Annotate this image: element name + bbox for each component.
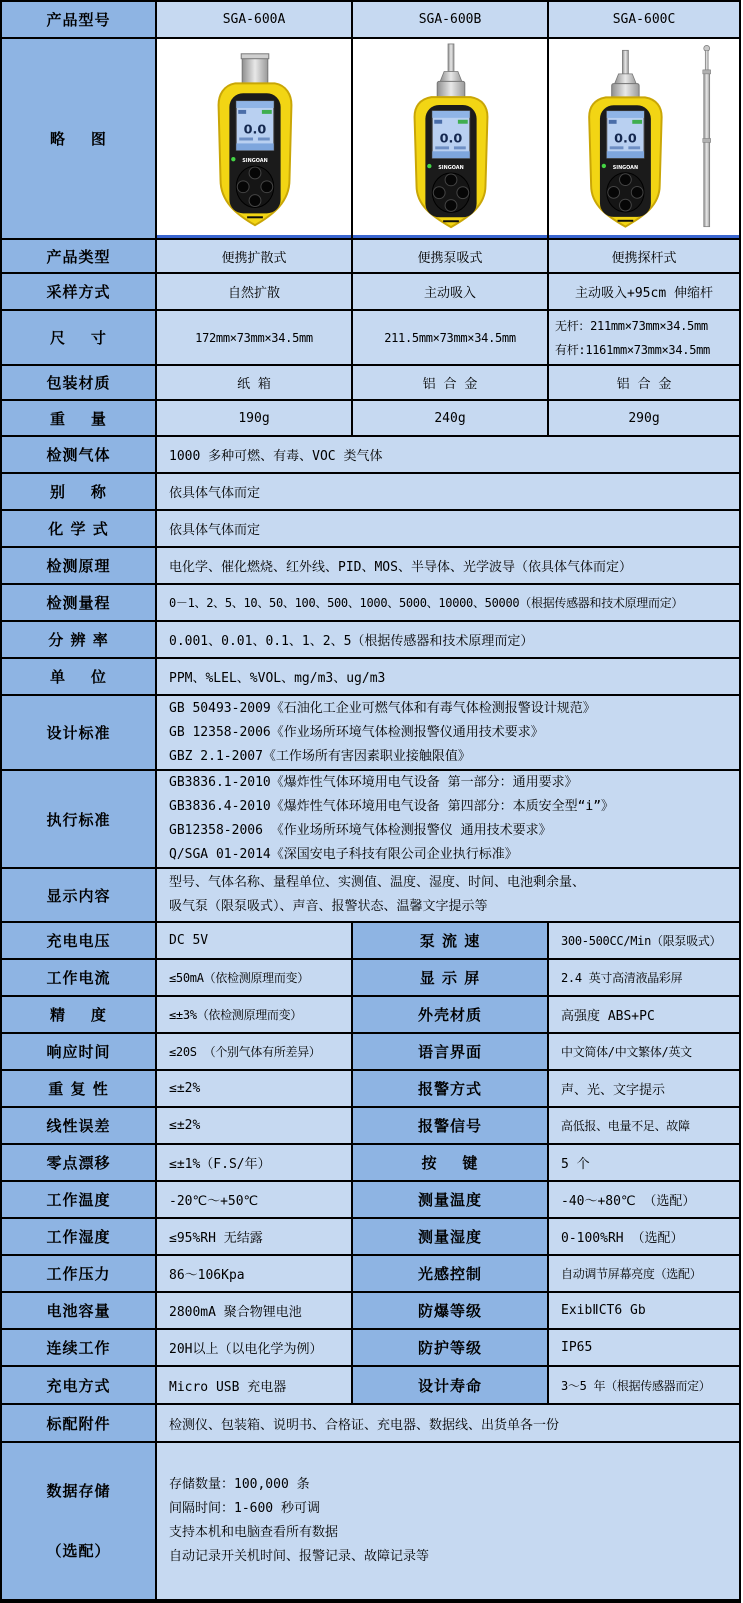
measure-humidity-label: 测量湿度 [352, 1218, 548, 1255]
device-illustration-b [353, 40, 548, 237]
telescopic-probe [703, 45, 711, 226]
packaging-a: 纸 箱 [156, 365, 352, 400]
resolution-label: 分 辨 率 [1, 621, 156, 658]
zero-drift-label: 零点漂移 [1, 1144, 156, 1181]
explosion-proof-label: 防爆等级 [352, 1292, 548, 1329]
protection-class-label: 防护等级 [352, 1329, 548, 1366]
data-storage-label [1, 1442, 156, 1601]
data-storage-line: 支持本机和电脑查看所有数据 [169, 1525, 339, 1540]
device-photo-sga-600b [352, 38, 548, 239]
keys-value: 5 个 [548, 1144, 740, 1181]
working-current-value: ≤50mA（依检测原理而变） [156, 959, 352, 996]
linearity-error-label: 线性误差 [1, 1107, 156, 1144]
sampling-b: 主动吸入 [352, 273, 548, 310]
display-content-line: 型号、气体名称、量程单位、实测值、温度、湿度、时间、电池剩余量、 [169, 875, 586, 890]
photo-underline [353, 235, 547, 238]
sampling-a: 自然扩散 [156, 273, 352, 310]
sampling-c: 主动吸入+95cm 伸缩杆 [548, 273, 740, 310]
accuracy-value: ≤±3%（依检测原理而变） [156, 996, 352, 1033]
design-standard-line: GBZ 2.1-2007《工作场所有害因素职业接触限值》 [169, 748, 471, 764]
model-b: SGA-600B [352, 1, 548, 38]
charge-mode-label: 充电方式 [1, 1366, 156, 1404]
light-control-value: 自动调节屏幕亮度（选配） [548, 1255, 740, 1292]
unit-label: 单 位 [1, 658, 156, 695]
design-standard-label: 设计标准 [1, 695, 156, 770]
data-storage-line: 自动记录开关机时间、报警记录、故障记录等 [169, 1549, 430, 1564]
row-product-model [1, 1, 740, 38]
row-sampling-method [1, 273, 740, 310]
data-storage-label-line: 数据存储 [46, 1482, 111, 1500]
working-humidity-value: ≤95%RH 无结露 [156, 1218, 352, 1255]
screen-reading: 0.0 [243, 122, 267, 138]
dimensions-c [548, 310, 740, 365]
sampling-label: 采样方式 [1, 273, 156, 310]
accessories-label: 标配附件 [1, 1404, 156, 1442]
data-storage-line: 间隔时间：1-600 秒可调 [169, 1501, 320, 1516]
photo-underline [549, 235, 739, 238]
pump-flow-value: 300-500CC/Min（限泵吸式） [548, 922, 740, 959]
detect-gas-label: 检测气体 [1, 436, 156, 473]
row-working-pressure-light-control [1, 1255, 740, 1292]
battery-capacity-label: 电池容量 [1, 1292, 156, 1329]
charge-voltage-label: 充电电压 [1, 922, 156, 959]
row-repeatability-alarm-mode [1, 1070, 740, 1107]
product-type-label: 产品类型 [1, 239, 156, 273]
product-type-a: 便携扩散式 [156, 239, 352, 273]
brand-text: SINGOAN [242, 158, 268, 165]
detect-gas-value: 1000 多种可燃、有毒、VOC 类气体 [156, 436, 740, 473]
design-life-label: 设计寿命 [352, 1366, 548, 1404]
row-working-humidity-measure-humidity [1, 1218, 740, 1255]
measure-temp-label: 测量温度 [352, 1181, 548, 1218]
chemical-formula-label: 化 学 式 [1, 510, 156, 547]
zero-drift-value: ≤±1%（F.S/年） [156, 1144, 352, 1181]
execution-standard-value [156, 770, 740, 868]
continuous-work-value: 20H以上（以电化学为例） [156, 1329, 352, 1366]
row-battery-capacity-explosion-proof [1, 1292, 740, 1329]
product-type-b: 便携泵吸式 [352, 239, 548, 273]
alarm-mode-label: 报警方式 [352, 1070, 548, 1107]
alias-value: 依具体气体而定 [156, 473, 740, 510]
device-illustration-c [549, 40, 740, 237]
packaging-b: 铝 合 金 [352, 365, 548, 400]
row-detect-gas [1, 436, 740, 473]
row-design-standard [1, 695, 740, 770]
row-working-temp-measure-temp [1, 1181, 740, 1218]
battery-capacity-value: 2800mA 聚合物锂电池 [156, 1292, 352, 1329]
row-zero-drift-keys [1, 1144, 740, 1181]
row-execution-standard [1, 770, 740, 868]
photo-underline [157, 235, 351, 238]
execution-standard-label: 执行标准 [1, 770, 156, 868]
execution-standard-line: GB12358-2006 《作业场所环境气体检测报警仪 通用技术要求》 [169, 823, 552, 838]
dimensions-c-no-rod: 无杆：211mm×73mm×34.5mm [555, 318, 708, 333]
dimensions-b: 211.5mm×73mm×34.5mm [352, 310, 548, 365]
measure-temp-value: -40～+80℃ （选配） [548, 1181, 740, 1218]
row-sketch [1, 38, 740, 239]
packaging-label: 包装材质 [1, 365, 156, 400]
row-linearity-error-alarm-signal [1, 1107, 740, 1144]
row-chemical-formula [1, 510, 740, 547]
accuracy-label: 精 度 [1, 996, 156, 1033]
row-unit [1, 658, 740, 695]
device-photo-sga-600c [548, 38, 740, 239]
dimensions-a: 172mm×73mm×34.5mm [156, 310, 352, 365]
weight-c: 290g [548, 400, 740, 436]
display-content-line: 吸气泵（限泵吸式）、声音、报警状态、温馨文字提示等 [169, 899, 488, 914]
light-control-label: 光感控制 [352, 1255, 548, 1292]
brand-text: SINGOAN [438, 165, 464, 172]
data-storage-label-line: （选配） [46, 1542, 111, 1560]
row-accuracy-shell-material [1, 996, 740, 1033]
data-storage-line: 存储数量：100,000 条 [169, 1477, 310, 1492]
detection-principle-value: 电化学、催化燃烧、红外线、PID、MOS、半导体、光学波导（依具体气体而定） [156, 547, 740, 584]
linearity-error-value: ≤±2% [156, 1107, 352, 1144]
screen-reading: 0.0 [439, 131, 463, 147]
row-continuous-work-protection-class [1, 1329, 740, 1366]
row-display-content [1, 868, 740, 922]
working-pressure-label: 工作压力 [1, 1255, 156, 1292]
working-pressure-value: 86～106Kpa [156, 1255, 352, 1292]
row-working-current-display-screen [1, 959, 740, 996]
model-a: SGA-600A [156, 1, 352, 38]
protection-class-value: IP65 [548, 1329, 740, 1366]
product-type-c: 便携探杆式 [548, 239, 740, 273]
language-value: 中文简体/中文繁体/英文 [548, 1033, 740, 1070]
chemical-formula-value: 依具体气体而定 [156, 510, 740, 547]
response-time-value: ≤20S （个别气体有所差异） [156, 1033, 352, 1070]
row-resolution [1, 621, 740, 658]
shell-material-value: 高强度 ABS+PC [548, 996, 740, 1033]
row-alias [1, 473, 740, 510]
keys-label: 按 键 [352, 1144, 548, 1181]
shell-material-label: 外壳材质 [352, 996, 548, 1033]
row-accessories [1, 1404, 740, 1442]
sketch-label: 略 图 [1, 38, 156, 239]
design-standard-line: GB 12358-2006《作业场所环境气体检测报警仪通用技术要求》 [169, 724, 544, 740]
display-screen-value: 2.4 英寸高清液晶彩屏 [548, 959, 740, 996]
execution-standard-line: GB3836.4-2010《爆炸性气体环境用电气设备 第四部分：本质安全型“i”》 [169, 799, 615, 814]
execution-standard-line: Q/SGA 01-2014《深国安电子科技有限公司企业执行标准》 [169, 847, 518, 862]
row-response-time-language [1, 1033, 740, 1070]
execution-standard-line: GB3836.1-2010《爆炸性气体环境用电气设备 第一部分：通用要求》 [169, 775, 578, 790]
data-storage-value [156, 1442, 740, 1601]
working-current-label: 工作电流 [1, 959, 156, 996]
row-packaging [1, 365, 740, 400]
dimensions-c-with-rod: 有杆:1161mm×73mm×34.5mm [555, 342, 710, 357]
unit-value: PPM、%LEL、%VOL、mg/m3、ug/m3 [156, 658, 740, 695]
row-data-storage [1, 1442, 740, 1601]
accessories-value: 检测仪、包装箱、说明书、合格证、充电器、数据线、出货单各一份 [156, 1404, 740, 1442]
row-charge-voltage-pump-flow [1, 922, 740, 959]
row-weight [1, 400, 740, 436]
dimensions-label: 尺 寸 [1, 310, 156, 365]
display-content-value [156, 868, 740, 922]
charge-voltage-value: DC 5V [156, 922, 352, 959]
model-c: SGA-600C [548, 1, 740, 38]
continuous-work-label: 连续工作 [1, 1329, 156, 1366]
pump-flow-label: 泵 流 速 [352, 922, 548, 959]
working-humidity-label: 工作湿度 [1, 1218, 156, 1255]
brand-text: SINGOAN [612, 164, 639, 171]
row-detection-principle [1, 547, 740, 584]
repeatability-label: 重 复 性 [1, 1070, 156, 1107]
design-life-value: 3～5 年（根据传感器而定） [548, 1366, 740, 1404]
screen-reading: 0.0 [614, 131, 637, 147]
display-content-label: 显示内容 [1, 868, 156, 922]
packaging-c: 铝 合 金 [548, 365, 740, 400]
alarm-signal-value: 高低报、电量不足、故障 [548, 1107, 740, 1144]
detection-principle-label: 检测原理 [1, 547, 156, 584]
weight-b: 240g [352, 400, 548, 436]
design-standard-value [156, 695, 740, 770]
detection-range-label: 检测量程 [1, 584, 156, 621]
response-time-label: 响应时间 [1, 1033, 156, 1070]
design-standard-line: GB 50493-2009《石油化工企业可燃气体和有毒气体检测报警设计规范》 [169, 700, 596, 716]
alarm-signal-label: 报警信号 [352, 1107, 548, 1144]
working-temp-value: -20℃～+50℃ [156, 1181, 352, 1218]
product-model-label: 产品型号 [1, 1, 156, 38]
alarm-mode-value: 声、光、文字提示 [548, 1070, 740, 1107]
working-temp-label: 工作温度 [1, 1181, 156, 1218]
row-detection-range [1, 584, 740, 621]
charge-mode-value: Micro USB 充电器 [156, 1366, 352, 1404]
language-label: 语言界面 [352, 1033, 548, 1070]
weight-a: 190g [156, 400, 352, 436]
weight-label: 重 量 [1, 400, 156, 436]
device-illustration-a [157, 40, 352, 237]
row-dimensions [1, 310, 740, 365]
alias-label: 别 称 [1, 473, 156, 510]
explosion-proof-value: ExibⅡCT6 Gb [548, 1292, 740, 1329]
measure-humidity-value: 0-100%RH （选配） [548, 1218, 740, 1255]
display-screen-label: 显 示 屏 [352, 959, 548, 996]
row-product-type [1, 239, 740, 273]
device-photo-sga-600a [156, 38, 352, 239]
detection-range-value: 0－1、2、5、10、50、100、500、1000、5000、10000、50000（根据传感器和技术原理而定） [156, 584, 740, 621]
row-charge-mode-design-life [1, 1366, 740, 1404]
repeatability-value: ≤±2% [156, 1070, 352, 1107]
resolution-value: 0.001、0.01、0.1、1、2、5（根据传感器和技术原理而定） [156, 621, 740, 658]
